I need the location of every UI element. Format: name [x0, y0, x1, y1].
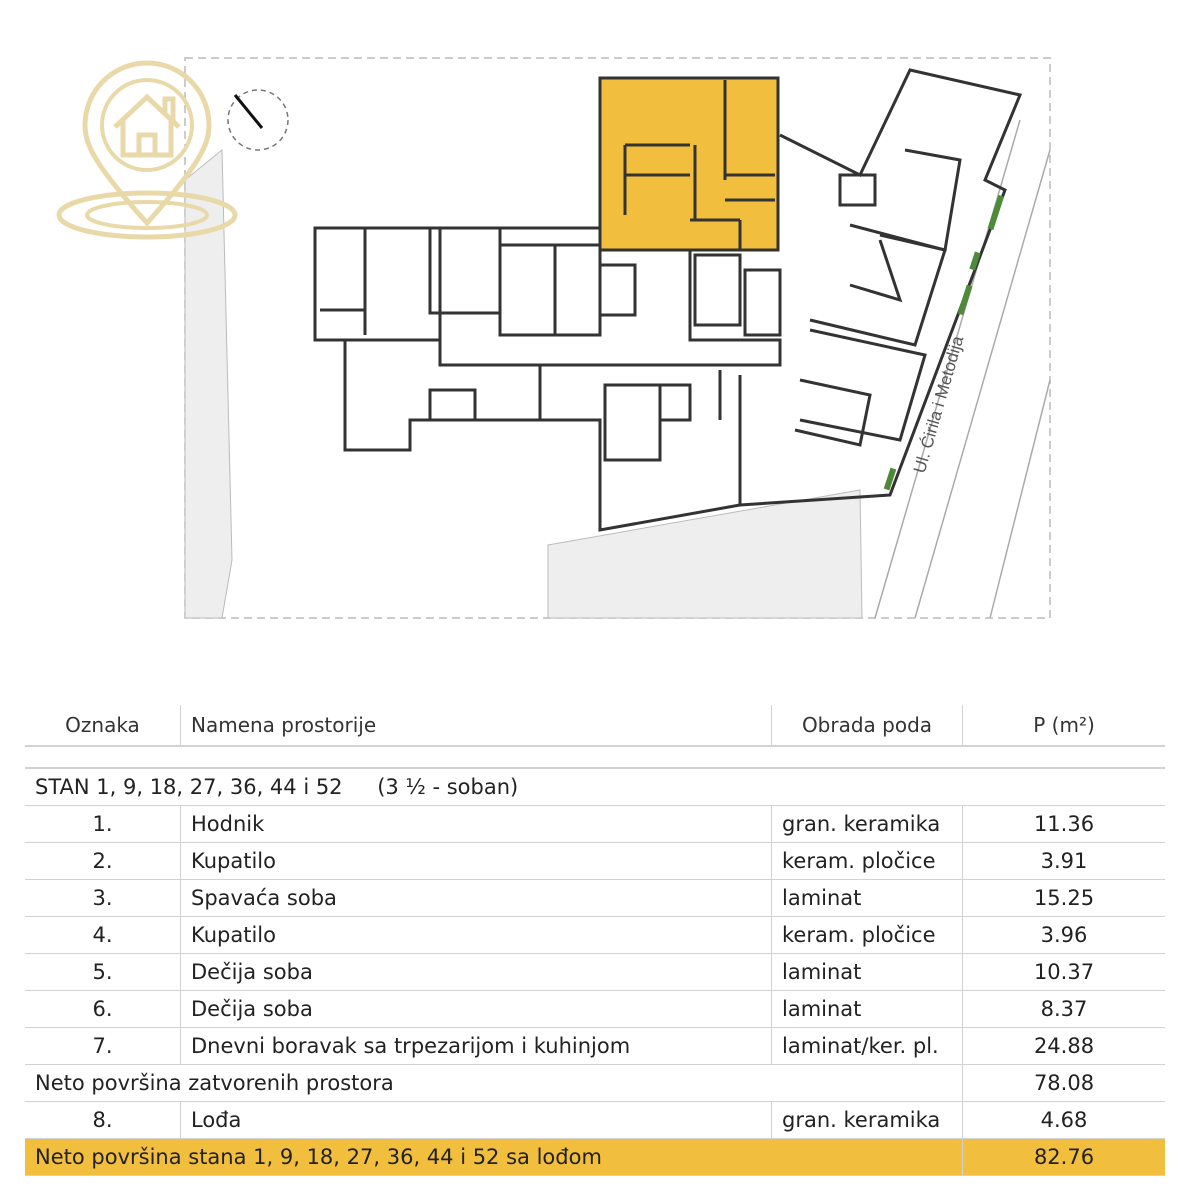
cell-code: 6. [25, 991, 181, 1028]
cell-area: 24.88 [963, 1028, 1166, 1065]
total-label: Neto površina stana 1, 9, 18, 27, 36, 44 i 52 sa lođom [25, 1139, 963, 1176]
cell-area: 15.25 [963, 880, 1166, 917]
table-row: 8. Lođa gran. keramika 4.68 [25, 1102, 1165, 1139]
cell-room: Kupatilo [181, 917, 772, 954]
house-location-icon [55, 55, 240, 240]
cell-floor: laminat [772, 880, 963, 917]
street-label: Ul. Ćirila i Metodija [910, 333, 968, 476]
cell-area: 11.36 [963, 806, 1166, 843]
cell-floor: gran. keramika [772, 806, 963, 843]
col-header-floor: Obrada poda [772, 705, 963, 746]
cell-floor: laminat/ker. pl. [772, 1028, 963, 1065]
table-row [25, 843, 1165, 880]
cell-room: Spavaća soba [181, 880, 772, 917]
cell-room: Kupatilo [181, 843, 772, 880]
table-row [25, 1028, 1165, 1065]
room-spec-table [25, 705, 1165, 1176]
cell-code: 2. [25, 843, 181, 880]
col-header-room: Namena prostorije [181, 705, 772, 746]
cell-floor: laminat [772, 991, 963, 1028]
table-row [25, 917, 1165, 954]
group-title-row [25, 768, 1165, 806]
cell-room: Dnevni boravak sa trpezarijom i kuhinjom [181, 1028, 772, 1065]
col-header-code: Oznaka [25, 705, 181, 746]
total-value: 82.76 [963, 1139, 1166, 1176]
neighbour-plot-bottom [548, 490, 862, 618]
cell-area: 3.96 [963, 917, 1166, 954]
street-line [990, 380, 1050, 618]
table-row [25, 806, 1165, 843]
table-header-row [25, 705, 1165, 746]
total-row [25, 1139, 1165, 1176]
cell-area: 3.91 [963, 843, 1166, 880]
subtotal-label: Neto površina zatvorenih prostora [25, 1065, 963, 1102]
cell-code: 3. [25, 880, 181, 917]
cell-room: Dečija soba [181, 954, 772, 991]
cell-floor: laminat [772, 954, 963, 991]
cell-floor: keram. pločice [772, 917, 963, 954]
group-title: STAN 1, 9, 18, 27, 36, 44 i 52 [35, 775, 343, 799]
cell-code: 4. [25, 917, 181, 954]
table-row [25, 991, 1165, 1028]
cell-code: 7. [25, 1028, 181, 1065]
subtotal-value: 78.08 [963, 1065, 1166, 1102]
subtotal-row [25, 1065, 1165, 1102]
table-row [25, 880, 1165, 917]
group-type: (3 ½ - soban) [377, 775, 519, 799]
spacer-row [25, 746, 1165, 768]
cell-floor: keram. pločice [772, 843, 963, 880]
highlighted-apartment [600, 78, 778, 250]
cell-room: Hodnik [181, 806, 772, 843]
cell-area: 10.37 [963, 954, 1166, 991]
cell-area: 8.37 [963, 991, 1166, 1028]
col-header-area: P (m²) [963, 705, 1166, 746]
cell-room: Dečija soba [181, 991, 772, 1028]
cell-code: 1. [25, 806, 181, 843]
cell-code: 5. [25, 954, 181, 991]
table-row [25, 954, 1165, 991]
